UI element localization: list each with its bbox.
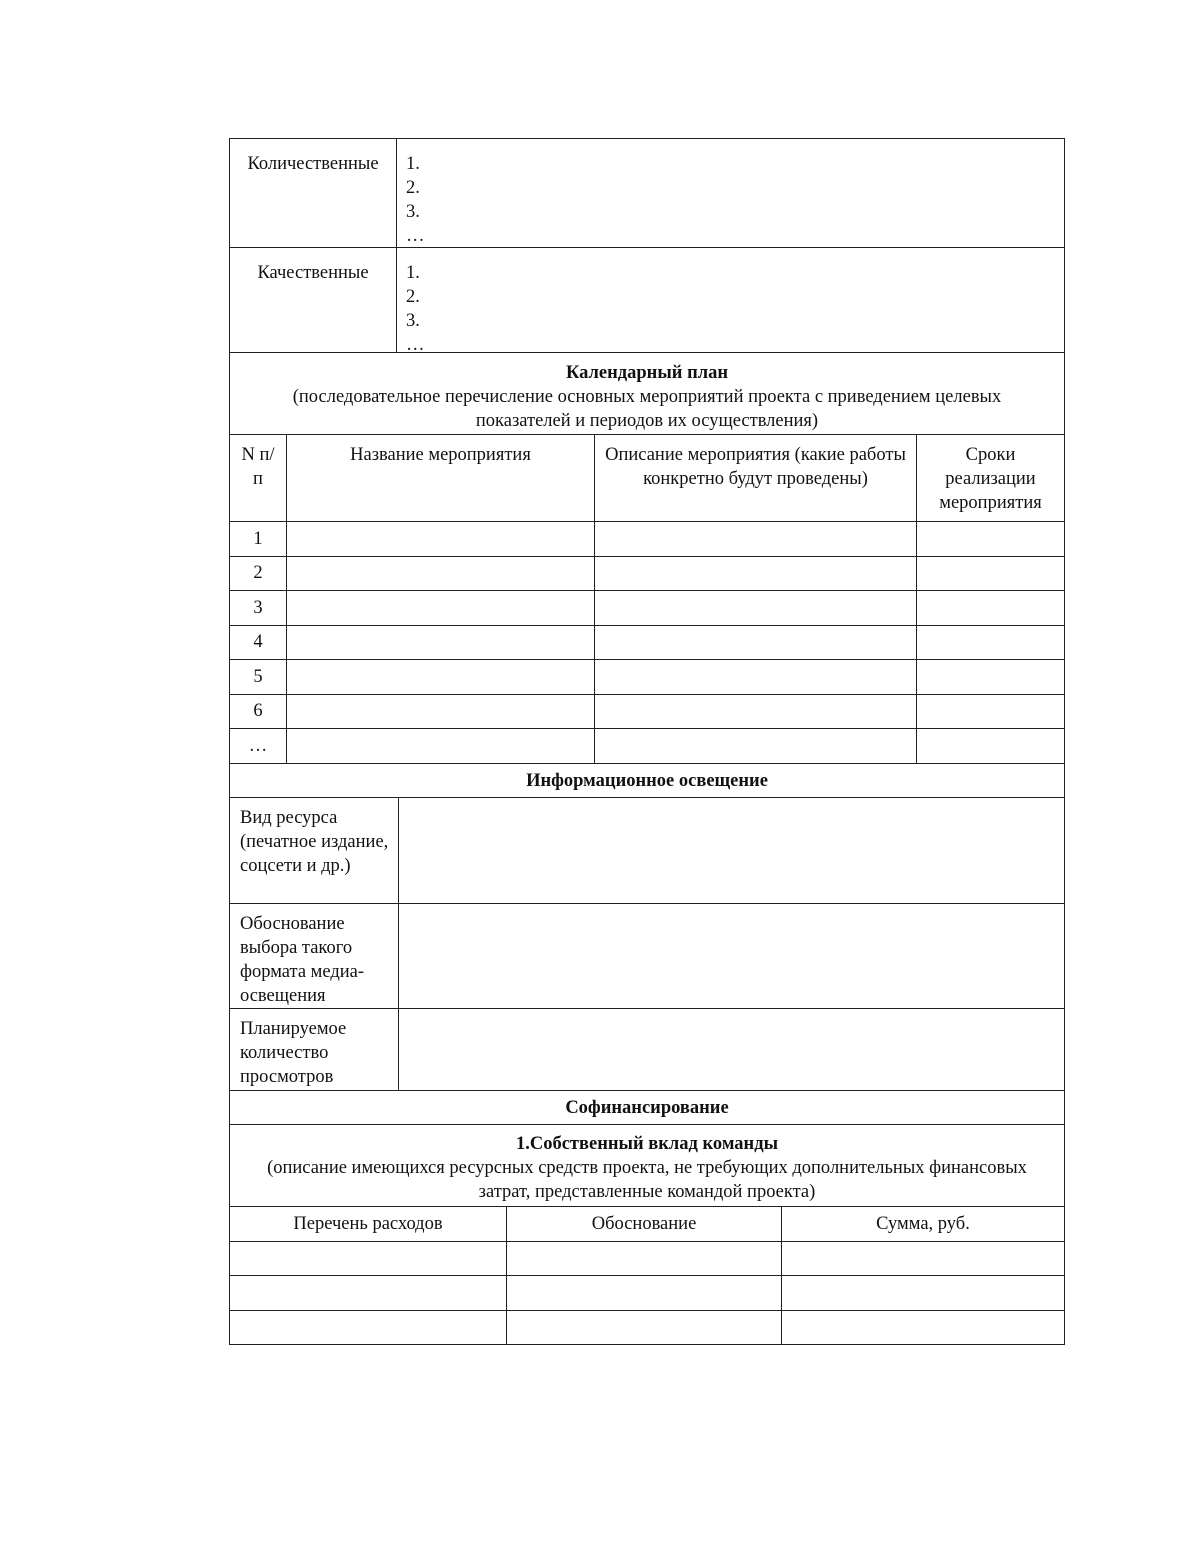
table-row — [230, 729, 1064, 764]
expense-cell[interactable] — [230, 1276, 507, 1310]
amount-cell[interactable] — [782, 1276, 1064, 1310]
event-name-cell[interactable] — [287, 591, 595, 625]
event-name-cell[interactable] — [287, 660, 595, 694]
info-value-planned-views[interactable] — [399, 1009, 1064, 1090]
col-header-justification: Обоснование — [507, 1207, 782, 1241]
event-name-cell[interactable] — [287, 626, 595, 660]
event-timing-cell[interactable] — [917, 695, 1064, 729]
event-timing-cell[interactable] — [917, 660, 1064, 694]
event-timing-cell[interactable] — [917, 522, 1064, 556]
goals-quantitative-row — [230, 139, 1064, 248]
goals-qualitative-label: Качественные — [230, 248, 397, 352]
table-row — [230, 1242, 1064, 1277]
list-item: 2. — [406, 178, 420, 198]
own-contribution-subtitle: (описание имеющихся ресурсных средств проекта, не требующих дополнительных финансовых затрат, представленные командой проекта) — [267, 1157, 1027, 1202]
event-description-cell[interactable] — [595, 695, 917, 729]
col-header-event-description: Описание мероприятия (какие работы конкретно будут проведены) — [595, 435, 917, 521]
table-row — [230, 591, 1064, 626]
row-number: 3 — [230, 591, 287, 625]
list-item: 2. — [406, 287, 420, 307]
event-description-cell[interactable] — [595, 660, 917, 694]
amount-cell[interactable] — [782, 1311, 1064, 1345]
list-item: … — [406, 226, 425, 246]
cofinancing-title: Софинансирование — [565, 1097, 729, 1118]
info-label-planned-views: Планируемое количество просмотров — [230, 1009, 399, 1090]
col-header-event-name: Название мероприятия — [287, 435, 595, 521]
calendar-title: Календарный план — [565, 363, 729, 383]
row-number: 2 — [230, 557, 287, 591]
calendar-subtitle: (последовательное перечисление основных мероприятий проекта с приведением целевых показателей и периодов их осуществления) — [292, 387, 1002, 431]
info-row-format-justification — [230, 904, 1064, 1009]
table-row — [230, 1311, 1064, 1345]
table-row — [230, 1276, 1064, 1311]
table-row — [230, 660, 1064, 695]
row-number: … — [230, 729, 287, 763]
col-header-number: N п/п — [230, 435, 287, 521]
event-description-cell[interactable] — [595, 522, 917, 556]
list-item: 3. — [406, 202, 420, 222]
col-header-amount: Сумма, руб. — [876, 1213, 970, 1234]
calendar-section-header — [230, 353, 1064, 435]
event-timing-cell[interactable] — [917, 729, 1064, 763]
event-description-cell[interactable] — [595, 729, 917, 763]
goals-quantitative-list[interactable] — [397, 139, 1064, 247]
list-item: 3. — [406, 311, 420, 331]
col-header-expense-list: Перечень расходов — [230, 1207, 507, 1241]
justification-cell[interactable] — [507, 1276, 782, 1310]
info-value-resource-type[interactable] — [399, 798, 1064, 903]
info-row-planned-views — [230, 1009, 1064, 1091]
info-value-format-justification[interactable] — [399, 904, 1064, 1008]
cofinancing-section-header — [230, 1091, 1064, 1125]
table-row — [230, 557, 1064, 592]
own-contribution-header — [230, 1125, 1064, 1207]
table-row — [230, 695, 1064, 730]
row-number: 1 — [230, 522, 287, 556]
info-label-resource-type: Вид ресурса (печатное издание, соцсети и др.) — [230, 798, 399, 903]
col-header-event-timing: Сроки реализации мероприятия — [939, 445, 1042, 513]
info-title: Информационное освещение — [526, 770, 768, 791]
table-row — [230, 522, 1064, 557]
event-timing-cell[interactable] — [917, 557, 1064, 591]
row-number: 4 — [230, 626, 287, 660]
justification-cell[interactable] — [507, 1242, 782, 1276]
info-section-header — [230, 764, 1064, 798]
own-contribution-title: 1.Собственный вклад команды — [515, 1133, 779, 1154]
event-description-cell[interactable] — [595, 557, 917, 591]
table-row — [230, 626, 1064, 661]
event-name-cell[interactable] — [287, 522, 595, 556]
info-row-resource-type — [230, 798, 1064, 904]
row-number: 6 — [230, 695, 287, 729]
row-number: 5 — [230, 660, 287, 694]
expense-cell[interactable] — [230, 1242, 507, 1276]
goals-qualitative-list[interactable] — [397, 248, 1064, 355]
event-description-cell[interactable] — [595, 626, 917, 660]
event-description-cell[interactable] — [595, 591, 917, 625]
expense-cell[interactable] — [230, 1311, 507, 1345]
info-label-format-justification: Обоснование выбора такого формата медиа-освещения — [230, 904, 399, 1008]
event-name-cell[interactable] — [287, 695, 595, 729]
event-timing-cell[interactable] — [917, 626, 1064, 660]
calendar-table-header — [230, 435, 1064, 522]
goals-quantitative-label: Количественные — [230, 139, 397, 247]
goals-qualitative-row — [230, 248, 1064, 353]
justification-cell[interactable] — [507, 1311, 782, 1345]
list-item: … — [406, 335, 425, 355]
amount-cell[interactable] — [782, 1242, 1064, 1276]
expenses-table-header — [230, 1207, 1064, 1242]
event-name-cell[interactable] — [287, 729, 595, 763]
list-item: 1. — [406, 154, 420, 174]
event-name-cell[interactable] — [287, 557, 595, 591]
project-form-table — [229, 138, 1065, 1345]
event-timing-cell[interactable] — [917, 591, 1064, 625]
list-item: 1. — [406, 263, 420, 283]
